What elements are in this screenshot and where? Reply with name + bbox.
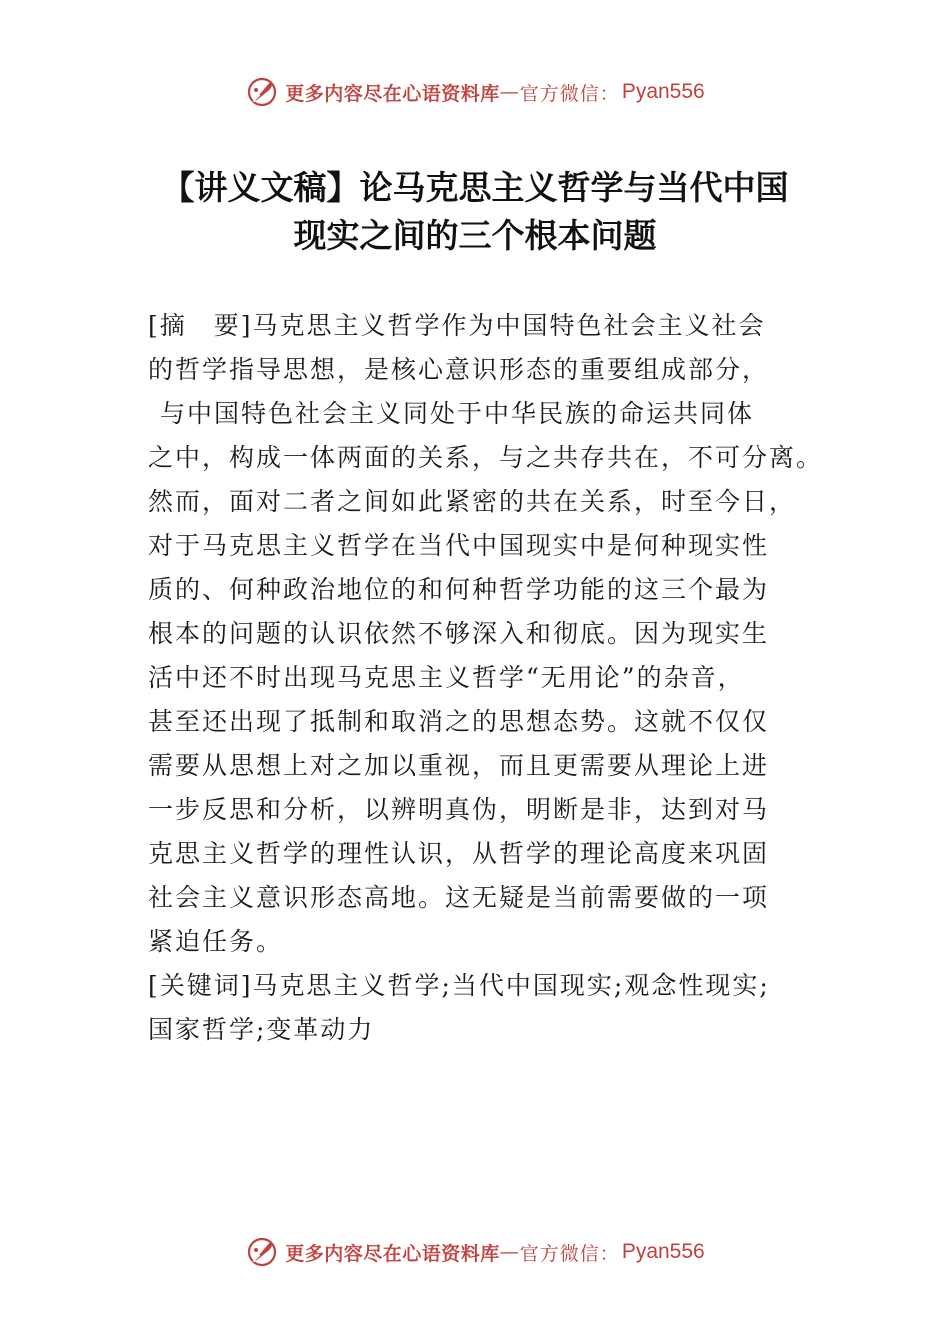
contact-label: 官方微信： [519,82,620,105]
abstract-line: 克思主义哲学的理性认识，从哲学的理论高度来巩固 [148,839,770,868]
slogan-text: 更多内容尽在心语资料库 [285,82,500,105]
header-banner [0,72,950,112]
abstract-line: 与中国特色社会主义同处于中华民族的命运共同体 [160,399,755,428]
abstract-line: 紧迫任务。 [148,927,284,956]
abstract-line: 甚至还出现了抵制和取消之的思想态势。这就不仅仅 [148,707,770,736]
document-title [100,164,850,260]
quill-pen-logo-icon [245,75,279,109]
abstract-line: 根本的问题的认识依然不够深入和彻底。因为现实生 [148,619,770,648]
abstract-line: 活中还不时出现马克思主义哲学“无用论”的杂音， [148,663,745,692]
contact-label: 官方微信： [519,1242,620,1265]
wechat-id: Pyan556 [621,80,705,103]
abstract-line: 对于马克思主义哲学在当代中国现实中是何种现实性 [148,531,770,560]
abstract-line: 的哲学指导思想，是核心意识形态的重要组成部分， [148,355,770,384]
abstract-line: 社会主义意识形态高地。这无疑是当前需要做的一项 [148,883,770,912]
wechat-id: Pyan556 [621,1240,705,1263]
banner-dash: — [499,81,520,103]
abstract-section [148,304,838,1052]
abstract-line: 一步反思和分析，以辨明真伪，明断是非，达到对马 [148,795,770,824]
banner-dash: — [499,1241,520,1263]
abstract-line: 质的、何种政治地位的和何种哲学功能的这三个最为 [148,575,770,604]
abstract-line: 之中，构成一体两面的关系，与之共存共在，不可分离。 [148,443,824,472]
slogan-text: 更多内容尽在心语资料库 [285,1242,500,1265]
title-line-2: 现实之间的三个根本问题 [293,216,657,255]
abstract-line: 然而，面对二者之间如此紧密的共在关系，时至今日， [148,487,797,516]
abstract-line: 需要从思想上对之加以重视，而且更需要从理论上进 [148,751,770,780]
quill-pen-logo-icon [245,1235,279,1269]
footer-banner [0,1232,950,1272]
keywords-line: [关键词]马克思主义哲学;当代中国现实;观念性现实; [148,971,770,1000]
keywords-line: 国家哲学;变革动力 [148,1015,375,1044]
abstract-line: [摘 要]马克思主义哲学作为中国特色社会主义社会 [148,311,766,340]
title-line-1: 【讲义文稿】论马克思主义哲学与当代中国 [161,168,789,207]
